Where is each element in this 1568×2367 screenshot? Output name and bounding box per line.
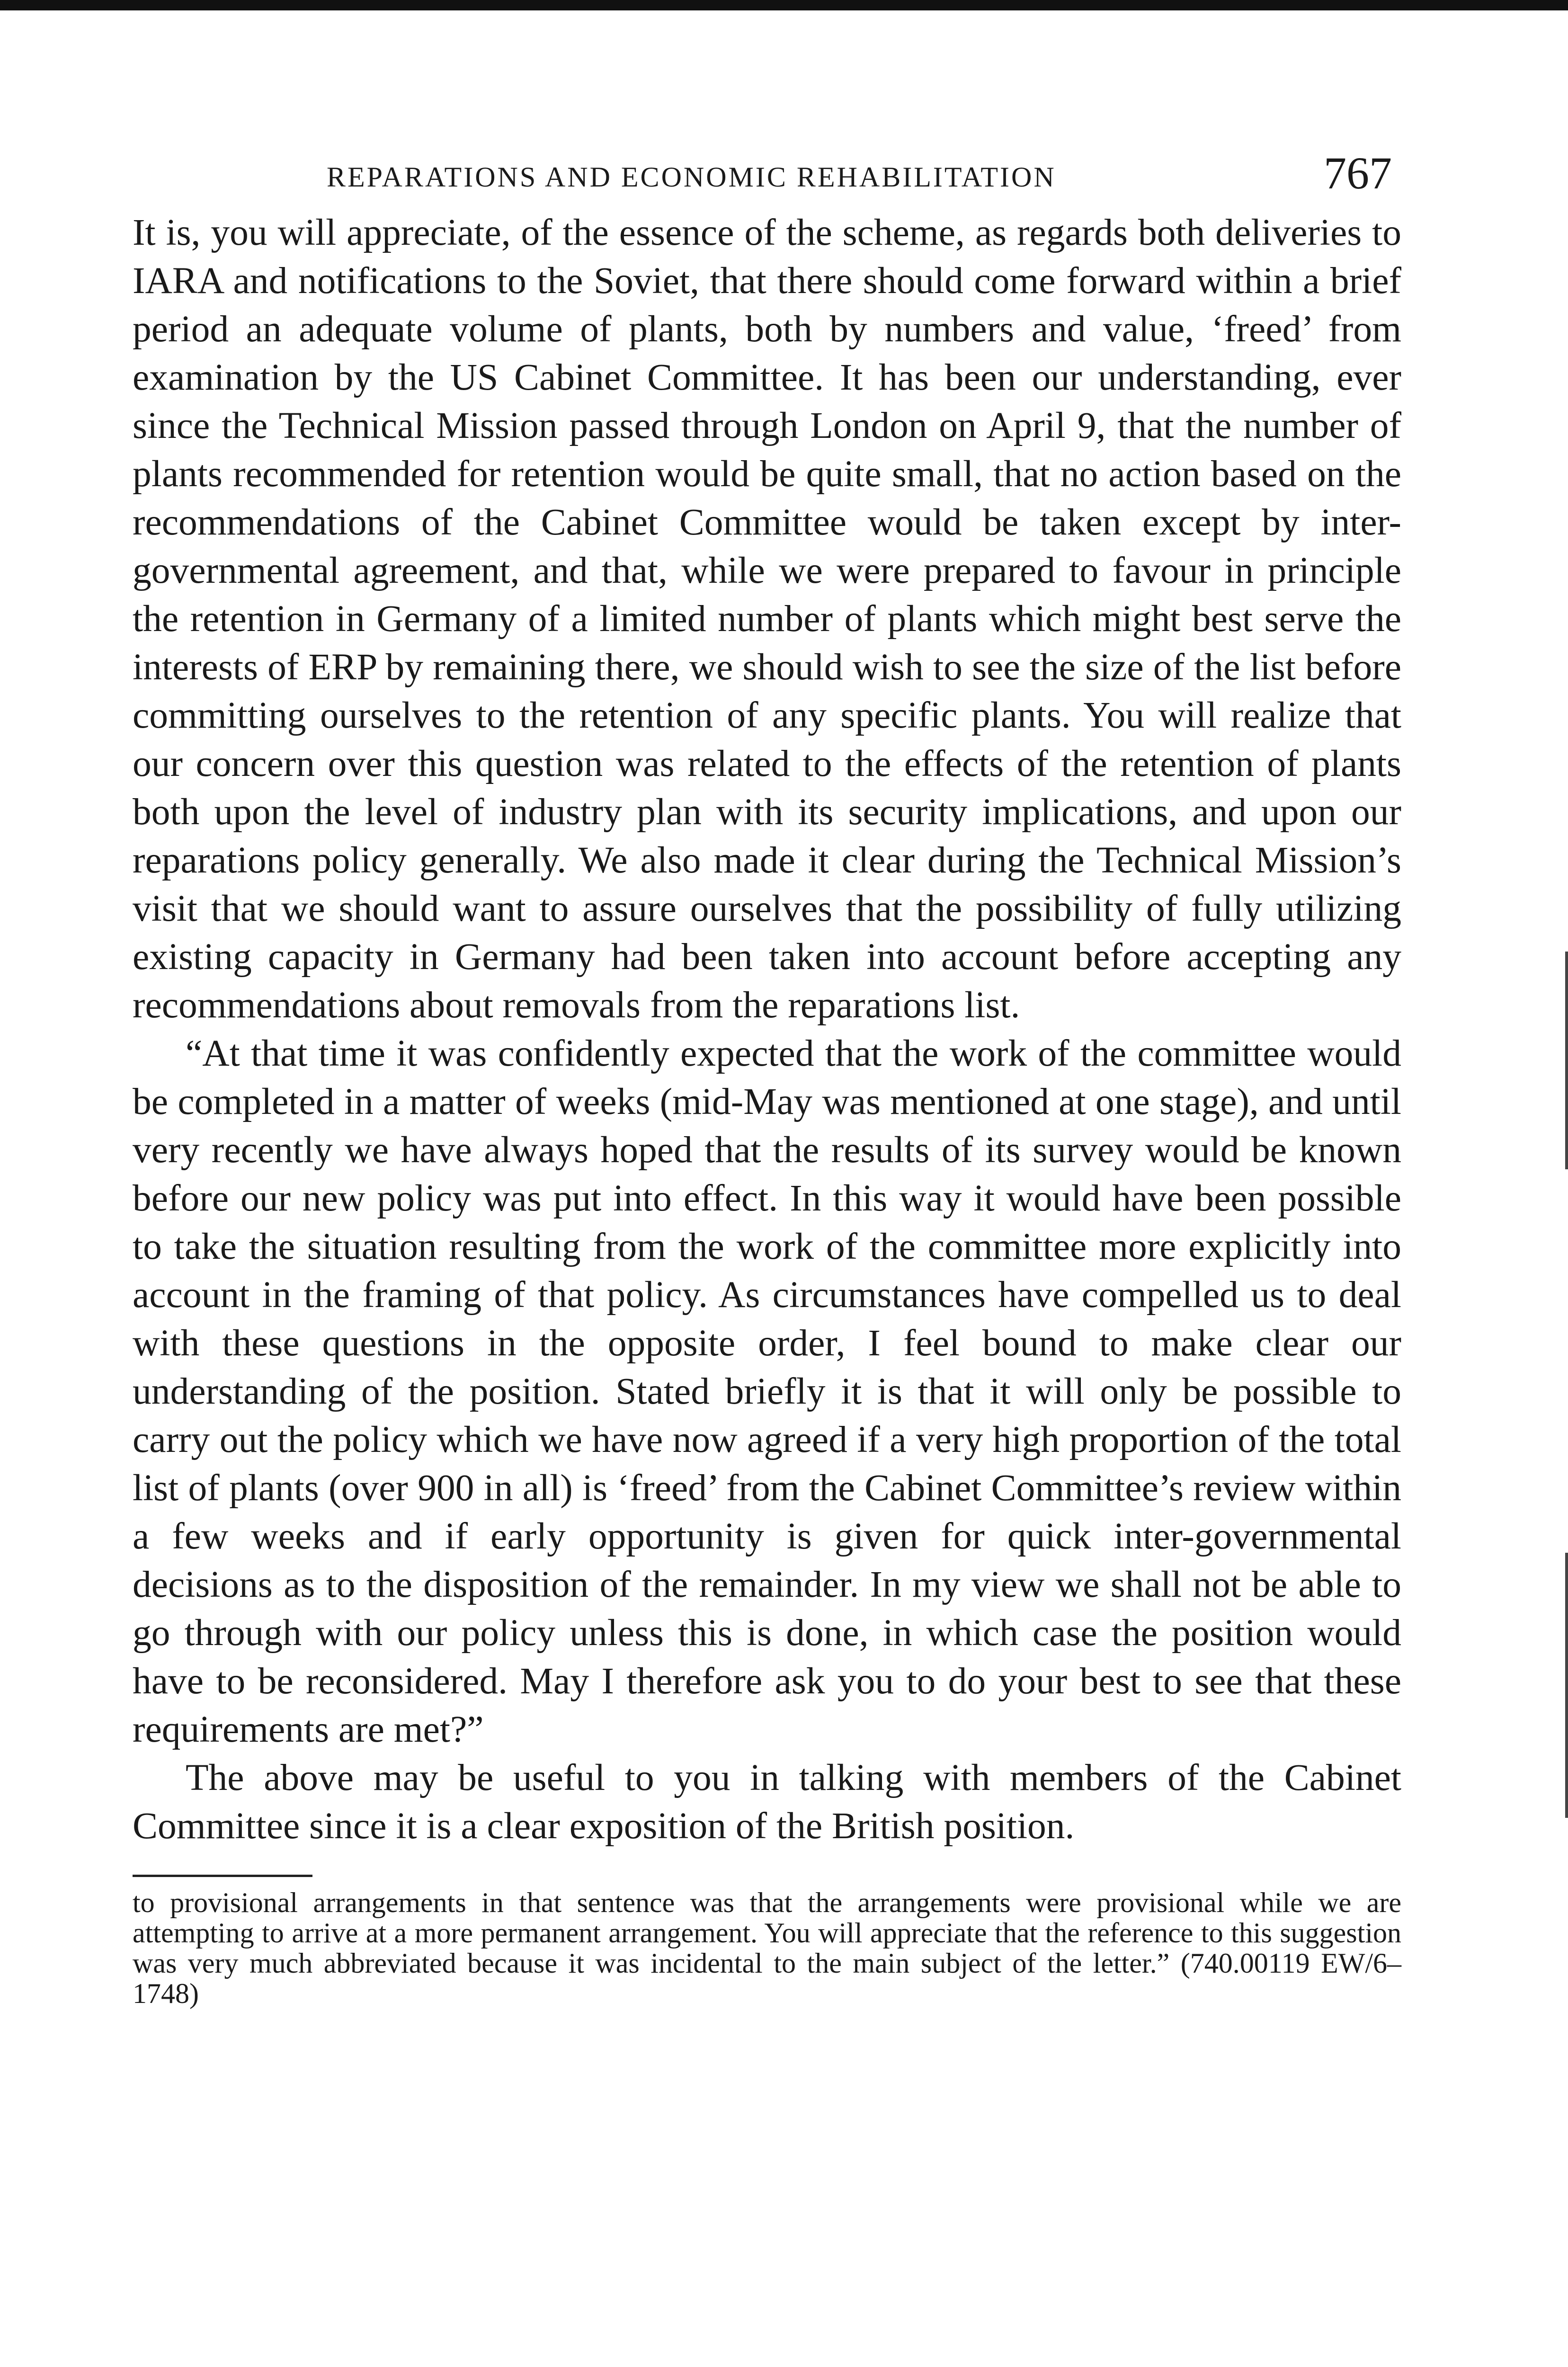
running-header bbox=[133, 142, 1401, 208]
paragraph: It is, you will appreciate, of the essence of the scheme, as regards both deliveries to IARA and notifications to the Soviet, that there should come forward within a brief period an adequate volume of plants, both by numbers and value, ‘freed’ from examination by the US Cabinet Committee. It has been our understanding, ever since the Technical Mission passed through London on April 9, that the number of plants recommended for retention would be quite small, that no action based on the recommendations of the Cabinet Committee would be taken except by inter-governmental agreement, and that, while we were prepared to favour in principle the retention in Germany of a limited number of plants which might best serve the interests of ERP by remaining there, we should wish to see the size of the list before committing ourselves to the retention of any specific plants. You will realize that our concern over this question was related to the effects of the retention of plants both upon the level of industry plan with its security implications, and upon our reparations policy generally. We also made it clear during the Technical Mission’s visit that we should want to assure ourselves that the possibility of fully utilizing existing capacity in Germany had been taken into account before accepting any recommendations about removals from the reparations list. bbox=[133, 212, 1401, 1026]
document-page bbox=[133, 142, 1401, 2009]
footnote-divider bbox=[133, 1875, 312, 1877]
top-edge-rule bbox=[0, 0, 1568, 10]
paragraph: The above may be useful to you in talking with members of the Cabinet Committee since it is a clear exposition of the British position. bbox=[133, 1757, 1401, 1847]
paragraph: “At that time it was confidently expected that the work of the committee would be completed in a matter of weeks (mid-May was mentioned at one stage), and until very recently we have always hoped that the results of its survey would be known before our new policy was put into effect. In this way it would have been possible to take the situation resulting from the work of the committee more explicitly into account in the framing of that policy. As circumstances have compelled us to deal with these questions in the opposite order, I feel bound to make clear our understanding of the position. Stated briefly it is that it will only be possible to carry out the policy which we have now agreed if a very high proportion of the total list of plants (over 900 in all) is ‘freed’ from the Cabinet Committee’s review within a few weeks and if early opportunity is given for quick inter-governmental decisions as to the disposition of the remainder. In my view we shall not be able to go through with our policy unless this is done, in which case the position would have to be reconsidered. May I therefore ask you to do your best to see that these requirements are met?” bbox=[133, 1032, 1401, 1750]
footnote: to provisional arrangements in that sentence was that the arrangements were provisional while we are attempting to arrive at a more permanent arrangement. You will appreciate that the reference to this suggestion was very much abbreviated because it was incidental to the main subject of the letter.” (740.00119 EW/6–1748) bbox=[133, 1887, 1401, 2009]
margin-scan-mark bbox=[1565, 1553, 1568, 1818]
running-title: REPARATIONS AND ECONOMIC REHABILITATION bbox=[327, 161, 1056, 193]
body-text bbox=[133, 208, 1401, 1850]
margin-scan-mark bbox=[1565, 952, 1568, 1169]
page-number: 767 bbox=[1324, 148, 1392, 198]
